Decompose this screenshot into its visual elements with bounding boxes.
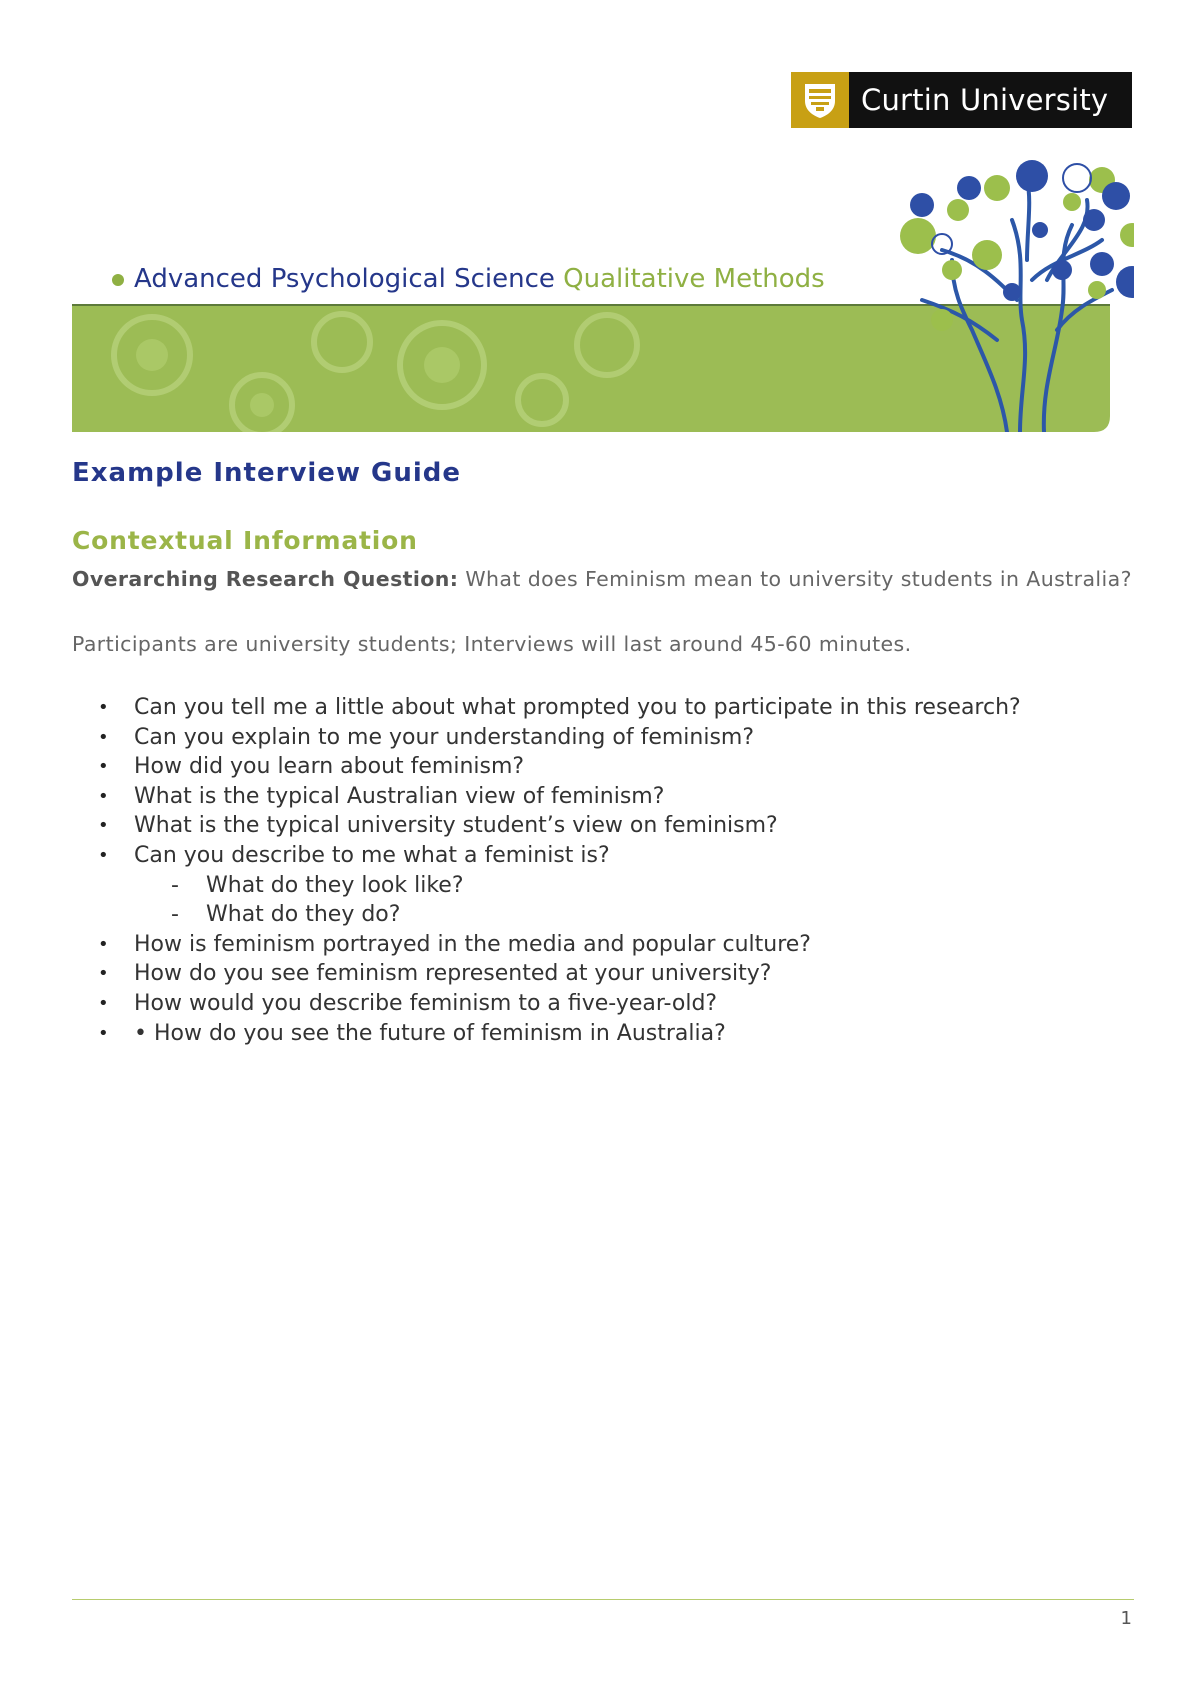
research-question <box>72 565 1132 593</box>
dash-icon: - <box>171 902 179 928</box>
list-item <box>96 811 1156 841</box>
bullet-icon: • <box>98 785 109 807</box>
document-title: Example Interview Guide <box>72 458 462 488</box>
bullet-icon: • <box>98 697 109 718</box>
research-question-label: Overarching Research Question: <box>72 567 459 591</box>
question-text: What is the typical Australian view of feminism? <box>134 783 665 809</box>
course-title-part2: Qualitative Methods <box>563 264 825 294</box>
crest-icon <box>791 72 849 128</box>
banner-graphic <box>72 160 1134 432</box>
bullet-icon: • <box>98 726 109 748</box>
question-text: Can you describe to me what a feminist is? <box>134 842 610 868</box>
list-item <box>96 930 1156 960</box>
sub-question-text: What do they look like? <box>206 872 464 898</box>
list-item <box>96 841 1156 871</box>
list-item <box>96 959 1156 989</box>
bullet-icon: • <box>98 992 109 1014</box>
interview-questions <box>96 693 1156 1048</box>
list-item <box>96 989 1156 1019</box>
question-text: What is the typical university student’s view on feminism? <box>134 813 778 839</box>
page-number: 1 <box>1120 1608 1132 1629</box>
question-text: How is feminism portrayed in the media and popular culture? <box>134 931 811 957</box>
question-text: Can you explain to me your understanding of feminism? <box>134 724 755 750</box>
bullet-icon: • <box>98 1022 109 1044</box>
bullet-icon: • <box>98 844 109 866</box>
bullet-icon: • <box>98 963 109 985</box>
participants-note: Participants are university students; Interviews will last around 45-60 minutes. <box>72 632 912 656</box>
dash-icon: - <box>171 872 179 898</box>
sub-list-item <box>96 871 1156 901</box>
curtin-logo <box>791 72 1132 128</box>
list-item <box>96 752 1156 782</box>
question-text: Can you tell me a little about what prompted you to participate in this research? <box>134 695 1021 720</box>
course-title-bullet-icon <box>112 274 124 286</box>
question-text: How would you describe feminism to a five-year-old? <box>134 990 718 1016</box>
list-item <box>96 723 1156 753</box>
bullet-icon: • <box>98 933 109 955</box>
section-heading: Contextual Information <box>72 526 418 555</box>
bullet-icon: • <box>98 815 109 837</box>
sub-question-text: What do they do? <box>206 902 401 928</box>
course-title <box>112 264 825 294</box>
footer-divider <box>72 1599 1134 1600</box>
bullet-icon: • <box>98 756 109 778</box>
logo-wordmark: Curtin University <box>849 72 1132 128</box>
list-item <box>96 782 1156 812</box>
question-text: How did you learn about feminism? <box>134 754 525 780</box>
question-text: • How do you see the future of feminism in Australia? <box>134 1020 726 1046</box>
question-text: How do you see feminism represented at your university? <box>134 961 772 987</box>
list-item <box>96 1019 1156 1049</box>
research-question-text: What does Feminism mean to university students in Australia? <box>465 567 1132 591</box>
course-title-part1: Advanced Psychological Science <box>134 264 555 294</box>
list-item <box>96 693 1156 723</box>
sub-list-item <box>96 900 1156 930</box>
course-banner <box>72 160 1134 432</box>
